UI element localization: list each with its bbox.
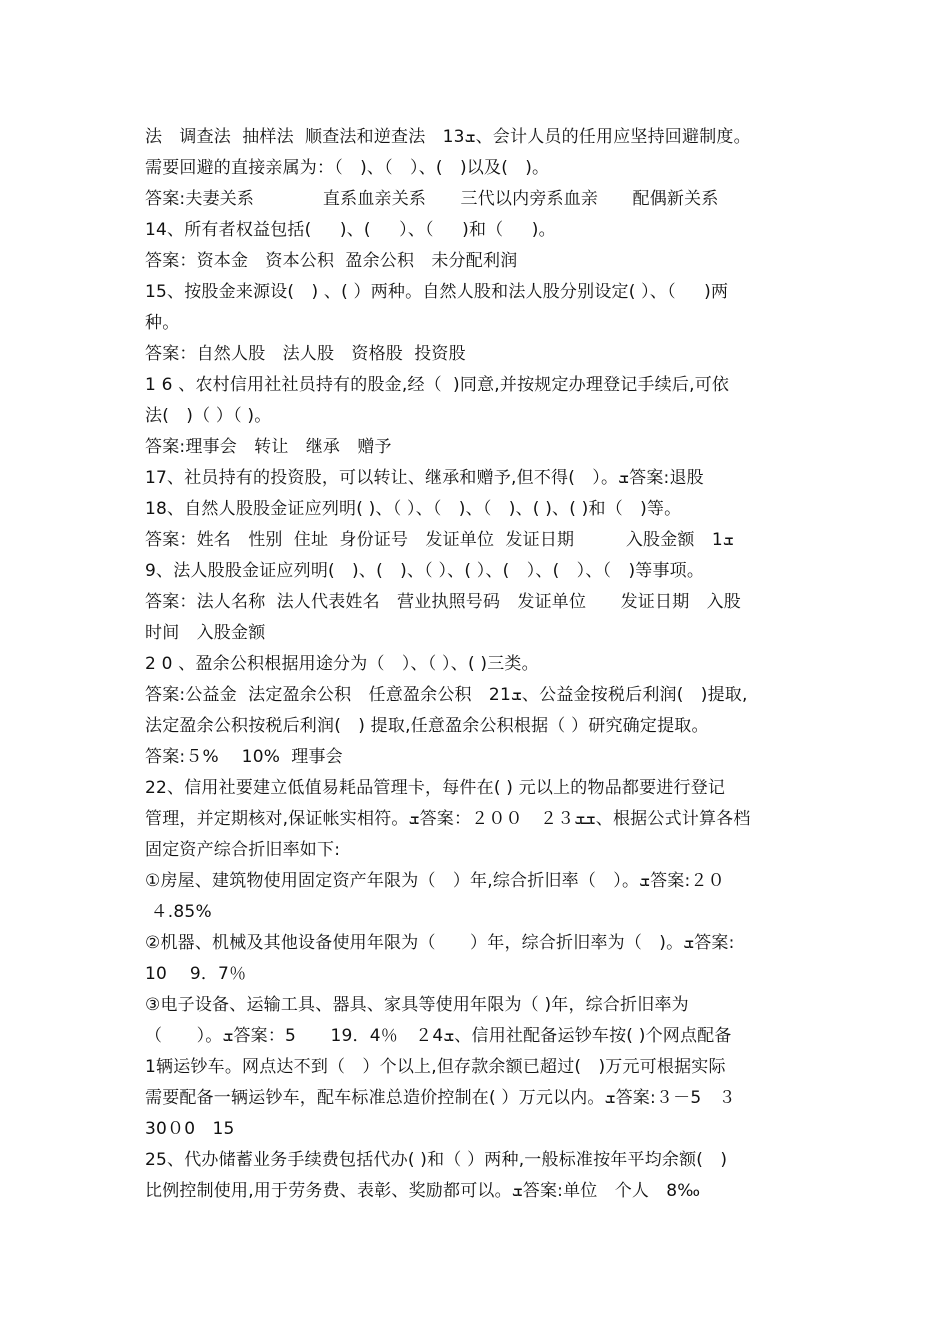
text-line: 22、信用社要建立低值易耗品管理卡，每件在( ) 元以上的物品都要进行登记 xyxy=(145,778,726,798)
text-line: ①房屋、建筑物使用固定资产年限为（ ）年,综合折旧率（ ）。ܫ答案:２０ xyxy=(145,871,725,891)
text-line: 时间 入股金额 xyxy=(145,623,266,643)
text-line: 1辆运钞车。网点达不到（ ）个以上,但存款余额已超过( )万元可根据实际 xyxy=(145,1057,726,1077)
text-line: 17、社员持有的投资股，可以转让、继承和赠予,但不得( ）。ܫ答案:退股 xyxy=(145,468,704,488)
text-line: 30０0 15 xyxy=(145,1119,235,1139)
text-line: 固定资产综合折旧率如下: xyxy=(145,840,341,860)
text-line: 答案：自然人股 法人股 资格股 投资股 xyxy=(145,344,466,364)
text-line: 法( )（ ）（ )。 xyxy=(145,406,272,426)
text-line: ③电子设备、运输工具、器具、家具等使用年限为（ )年，综合折旧率为 xyxy=(145,995,689,1015)
text-line: 需要回避的直接亲属为：（ )、（ ）、( )以及( )。 xyxy=(145,158,550,178)
text-line: 14、所有者权益包括( )、( ）、（ )和（ )。 xyxy=(145,220,556,240)
text-line: 9、法人股股金证应列明( )、( )、（ ）、( ）、( ）、( ）、（ )等事项。 xyxy=(145,561,705,581)
text-line: （ ）。ܫ答案：5 19．4％ ２4ܫ、信用社配备运钞车按( )个网点配备 xyxy=(145,1026,732,1046)
text-line: 答案:５% 10% 理事会 xyxy=(145,747,343,767)
text-line: 种。 xyxy=(145,313,180,333)
text-line: 比例控制使用,用于劳务费、表彰、奖励都可以。ܫ答案:单位 个人 8‰ xyxy=(145,1181,701,1201)
text-line: 答案：姓名 性别 住址 身份证号 发证单位 发证日期 入股金额 1ܫ xyxy=(145,530,734,550)
text-line: ②机器、机械及其他设备使用年限为（ ）年，综合折旧率为（ )。ܫ答案: xyxy=(145,933,735,953)
text-line: 答案：法人名称 法人代表姓名 营业执照号码 发证单位 发证日期 入股 xyxy=(145,592,742,612)
text-line: 1 6 、农村信用社社员持有的股金,经（ )同意,并按规定办理登记手续后,可依 xyxy=(145,375,730,395)
text-line: 需要配备一辆运钞车，配车标准总造价控制在( ）万元以内。ܫ答案:３－5 ３ xyxy=(145,1088,736,1108)
text-line: 法 调查法 抽样法 顺查法和逆查法 13ܫ、会计人员的任用应坚持回避制度。 xyxy=(145,127,751,147)
text-line: 答案:理事会 转让 继承 赠予 xyxy=(145,437,392,457)
text-line: 答案:夫妻关系 直系血亲关系 三代以内旁系血亲 配偶新关系 xyxy=(145,189,719,209)
text-line: 答案：资本金 资本公积 盈余公积 未分配利润 xyxy=(145,251,518,271)
text-line: 管理，并定期核对,保证帐实相符。ܫ答案：２００ ２３ܫܫ、根据公式计算各档 xyxy=(145,809,751,829)
text-line: 2 0 、盈余公积根据用途分为（ ）、（ ）、( )三类。 xyxy=(145,654,539,674)
text-line: ４.85% xyxy=(145,902,212,922)
text-line: 法定盈余公积按税后利润( ) 提取,任意盈余公积根据（ ）研究确定提取。 xyxy=(145,716,709,736)
text-line: 10 9．7％ xyxy=(145,964,247,984)
text-line: 18、自然人股股金证应列明( )、（ ）、（ )、（ )、( )、( )和（ )等。 xyxy=(145,499,682,519)
text-line: 15、按股金来源设( ) 、( ）两种。自然人股和法人股分别设定( ）、（ )两 xyxy=(145,282,729,302)
text-line: 答案:公益金 法定盈余公积 任意盈余公积 21ܫ、公益金按税后利润( )提取, xyxy=(145,685,748,705)
document-body xyxy=(145,122,845,1207)
text-line: 25、代办储蓄业务手续费包括代办( )和（ ）两种,一般标准按年平均余额( ) xyxy=(145,1150,728,1170)
